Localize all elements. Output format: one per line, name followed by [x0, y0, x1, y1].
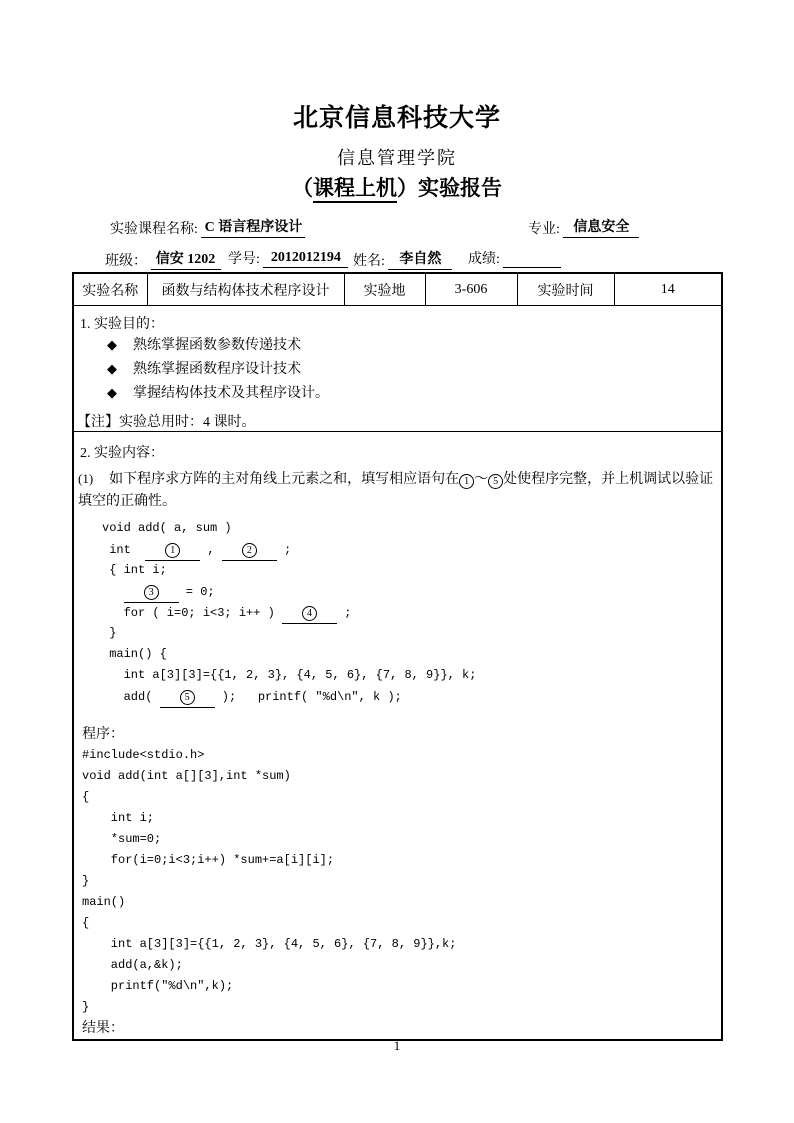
student-id-label: 学号: [228, 252, 260, 267]
exp-location-value: 3-606 [425, 273, 517, 306]
student-name-value: 李自然 [388, 248, 452, 270]
program-code-block [82, 724, 721, 1039]
page-number: 1 [393, 1038, 401, 1053]
spacer [74, 707, 721, 724]
report-title-underlined: 课程上机 [313, 177, 397, 203]
code-line [102, 665, 721, 686]
code-line: void add(int a[][3],int *sum) [82, 769, 291, 783]
code-text: void add( a, sum ) [102, 521, 232, 535]
report-title [0, 172, 794, 202]
item-number: (1) [78, 471, 94, 486]
university-title: 北京信息科技大学 [292, 104, 501, 132]
code-line [102, 518, 721, 539]
exp-location-label: 实验地 [344, 273, 425, 306]
code-line: } [82, 874, 90, 888]
code-text: add( [102, 690, 160, 704]
blank-4 [282, 602, 337, 624]
blank-3 [124, 581, 179, 603]
code-line: int i; [82, 811, 155, 825]
table-header-row [73, 273, 722, 306]
school-name: 信息管理学院 [337, 148, 457, 168]
exp-time-label: 实验时间 [517, 273, 614, 306]
score-value [503, 266, 561, 268]
result-label: 结果： [82, 1021, 124, 1036]
code-text [102, 585, 124, 599]
circled-5-icon: 5 [488, 474, 503, 489]
purpose-bullet-3 [107, 381, 721, 405]
diamond-bullet-icon: ◆ [107, 361, 117, 376]
content-section [73, 432, 722, 1041]
exp-name-label: 实验名称 [73, 273, 147, 306]
code-line [102, 539, 721, 560]
code-line: } [82, 1000, 90, 1014]
score-field [468, 248, 561, 268]
code-line: add(a,&k); [82, 958, 183, 972]
code-line [102, 602, 721, 623]
report-title-open: （ [292, 177, 313, 200]
circled-1-icon: 1 [165, 543, 180, 558]
major-label: 专业: [528, 222, 560, 237]
code-text: ); printf( ″%d\n″, k ); [214, 690, 402, 704]
purpose-bullet-2 [107, 357, 721, 381]
code-line [102, 560, 721, 581]
paragraph-tilde: ～ [474, 472, 489, 487]
purpose-section [73, 306, 722, 432]
code-line: *sum=0; [82, 832, 162, 846]
student-name-field [353, 248, 452, 270]
fill-blank-code-block [102, 518, 721, 707]
major-field [528, 216, 639, 238]
diamond-bullet-icon: ◆ [107, 337, 117, 352]
code-text: for ( i=0; i<3; i++ ) [102, 606, 283, 620]
code-text: = 0; [178, 585, 215, 599]
student-id-value: 2012012194 [263, 250, 348, 268]
code-line: main() [82, 895, 126, 909]
purpose-note: 【注】实验总用时：4 课时。 [77, 415, 256, 430]
diamond-bullet-icon: ◆ [107, 385, 117, 400]
purpose-row [73, 306, 722, 432]
purpose-bullet-1-text: 熟练掌握函数参数传递技术 [133, 338, 301, 353]
exp-name-value: 函数与结构体技术程序设计 [147, 273, 344, 306]
score-label: 成绩: [468, 252, 500, 267]
class-value: 信安 1202 [151, 248, 221, 270]
code-text: , [200, 543, 222, 557]
student-name-label: 姓名: [353, 254, 385, 269]
purpose-bullet-1 [107, 333, 721, 357]
code-line: { [82, 916, 90, 930]
code-text: int a[3][3]={{1, 2, 3}, {4, 5, 6}, {7, 8, 9}}, k; [102, 668, 477, 682]
code-text: ; [276, 543, 292, 557]
code-line: printf(″%d\n″,k); [82, 979, 234, 993]
code-text: } [102, 626, 117, 640]
exp-time-value: 14 [614, 273, 722, 306]
code-text: int [102, 543, 146, 557]
experiment-table [72, 272, 723, 1041]
content-row [73, 432, 722, 1041]
course-name-field [110, 216, 305, 238]
paragraph-text-after: 处使程序完整，并上机调试以验证 [503, 472, 714, 487]
blank-1 [145, 539, 200, 561]
circled-1-icon: 1 [459, 474, 474, 489]
purpose-bullet-3-text: 掌握结构体技术及其程序设计。 [133, 386, 329, 401]
info-line-course [0, 216, 794, 240]
student-id-field [228, 248, 348, 268]
circled-5-icon: 5 [180, 690, 195, 705]
circled-4-icon: 4 [302, 606, 317, 621]
class-field [105, 248, 221, 270]
code-line [102, 686, 721, 707]
code-text: main() { [102, 647, 167, 661]
code-line [102, 644, 721, 665]
blank-5 [160, 686, 215, 708]
circled-3-icon: 3 [144, 585, 159, 600]
info-line-student [0, 248, 794, 272]
course-name-label: 实验课程名称: [110, 222, 198, 237]
code-line [102, 581, 721, 602]
code-line: { [82, 790, 90, 804]
paragraph-text-before: 如下程序求方阵的主对角线上元素之和，填写相应语句在 [109, 472, 460, 487]
code-text: { int i; [102, 563, 167, 577]
code-line [102, 623, 721, 644]
code-line: int a[3][3]={{1, 2, 3}, {4, 5, 6}, {7, 8, 9}},k; [82, 937, 457, 951]
code-line: #include<stdio.h> [82, 748, 205, 762]
code-line: for(i=0;i<3;i++) *sum+=a[i][i]; [82, 853, 335, 867]
code-text: ; [337, 606, 352, 620]
blank-2 [222, 539, 277, 561]
content-heading: 2. 实验内容： [80, 446, 164, 461]
course-name-value: C 语言程序设计 [201, 216, 305, 238]
purpose-heading: 1. 实验目的： [80, 317, 164, 332]
purpose-bullet-2-text: 熟练掌握函数程序设计技术 [133, 362, 301, 377]
class-label: 班级： [105, 254, 147, 269]
major-value: 信息安全 [563, 216, 639, 238]
content-paragraph-line1 [78, 468, 721, 491]
report-title-close: ）实验报告 [397, 177, 502, 200]
content-paragraph-line2: 填空的正确性。 [78, 494, 176, 509]
program-label: 程序： [82, 727, 124, 742]
circled-2-icon: 2 [242, 543, 257, 558]
